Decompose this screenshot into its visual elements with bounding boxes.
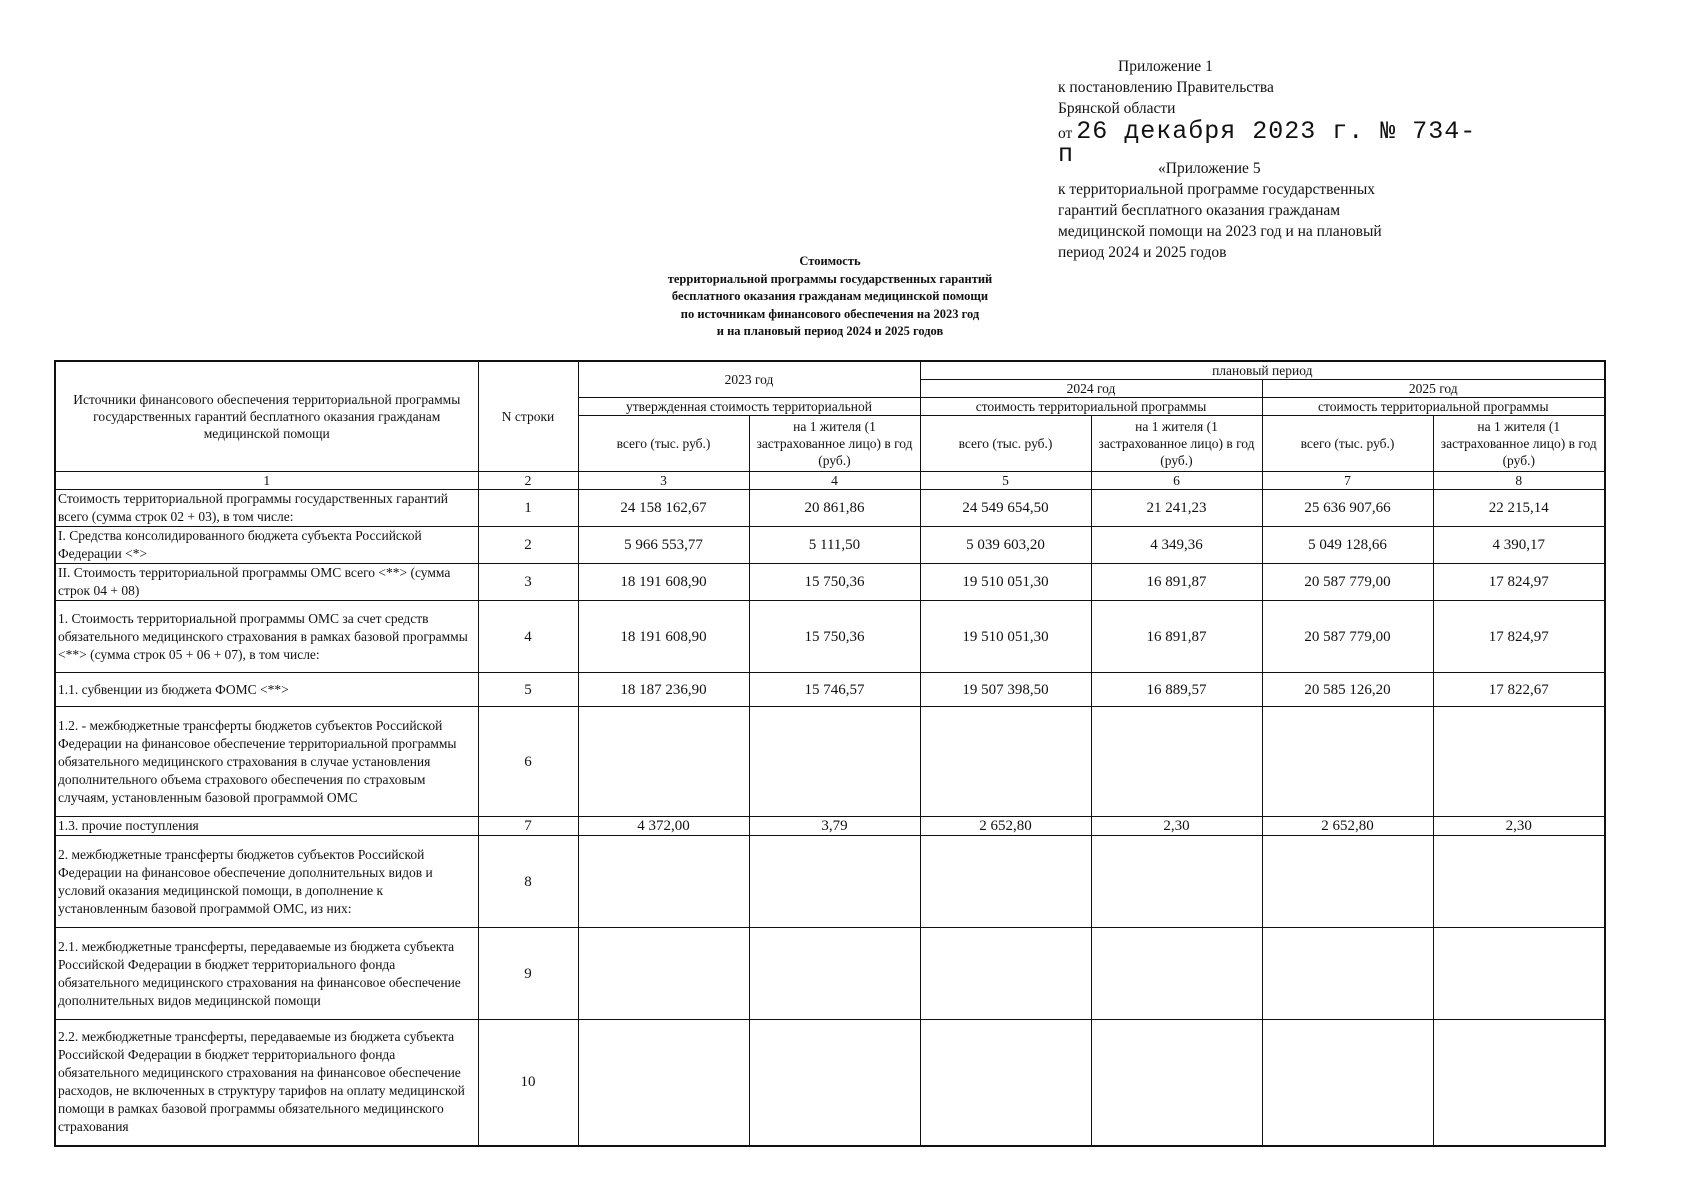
value-cell: 2,30 — [1433, 817, 1605, 836]
header-approved-cost: утвержденная стоимость территориальной — [578, 398, 920, 416]
value-cell: 21 241,23 — [1091, 490, 1262, 527]
value-cell: 19 510 051,30 — [920, 564, 1091, 601]
row-label: 2.1. межбюджетные трансферты, передаваемые из бюджета субъекта Российской Федерации в бюджет территориального фонда обязательного медицинского страхования на финансовое обеспечение дополнительных видов медицинской помощи — [55, 928, 478, 1020]
appendix5-line2: к территориальной программе государственных — [1058, 181, 1375, 198]
value-cell — [578, 707, 749, 817]
value-cell — [749, 1020, 920, 1146]
value-cell: 15 746,57 — [749, 673, 920, 707]
value-cell — [1091, 707, 1262, 817]
col-number: 6 — [1091, 472, 1262, 490]
value-cell: 18 191 608,90 — [578, 601, 749, 673]
appendix5-line4: медицинской помощи на 2023 год и на плановый — [1058, 223, 1382, 240]
header-row-no: N строки — [478, 361, 578, 472]
value-cell — [1262, 707, 1433, 817]
appendix5-line3: гарантий бесплатного оказания гражданам — [1058, 202, 1341, 219]
value-cell — [749, 707, 920, 817]
value-cell: 18 187 236,90 — [578, 673, 749, 707]
row-label: 1.1. субвенции из бюджета ФОМС <**> — [55, 673, 478, 707]
appendix-line2: к постановлению Правительства — [1058, 79, 1274, 96]
value-cell: 20 587 779,00 — [1262, 564, 1433, 601]
value-cell: 17 824,97 — [1433, 564, 1605, 601]
value-cell — [1262, 836, 1433, 928]
value-cell — [1091, 1020, 1262, 1146]
row-number: 9 — [478, 928, 578, 1020]
row-number: 8 — [478, 836, 578, 928]
row-label: Стоимость территориальной программы государственных гарантий всего (сумма строк 02 + 03), в том числе: — [55, 490, 478, 527]
value-cell — [920, 928, 1091, 1020]
value-cell: 4 372,00 — [578, 817, 749, 836]
appendix-header — [1058, 56, 1478, 167]
value-cell — [1091, 928, 1262, 1020]
value-cell: 3,79 — [749, 817, 920, 836]
value-cell: 16 891,87 — [1091, 564, 1262, 601]
header-2025: 2025 год — [1262, 380, 1605, 398]
col-number: 1 — [55, 472, 478, 490]
value-cell: 24 158 162,67 — [578, 490, 749, 527]
title-line1: Стоимость — [799, 254, 861, 268]
appendix5-line1: «Приложение 5 — [1158, 160, 1261, 177]
row-number: 2 — [478, 527, 578, 564]
header-program-cost-2024: стоимость территориальной программы — [920, 398, 1262, 416]
value-cell — [578, 928, 749, 1020]
value-cell: 4 349,36 — [1091, 527, 1262, 564]
table-row — [55, 601, 1605, 673]
value-cell: 5 049 128,66 — [1262, 527, 1433, 564]
document-title — [600, 253, 1060, 341]
table-row — [55, 707, 1605, 817]
date-handwritten: 26 декабря 2023 г. № 734-п — [1058, 117, 1477, 169]
title-line2: территориальной программы государственных гарантий — [667, 271, 993, 286]
value-cell: 2 652,80 — [1262, 817, 1433, 836]
row-number: 7 — [478, 817, 578, 836]
header-total-2024: всего (тыс. руб.) — [920, 416, 1091, 472]
header-planned: плановый период — [920, 361, 1605, 380]
value-cell — [1262, 1020, 1433, 1146]
value-cell: 17 824,97 — [1433, 601, 1605, 673]
row-label: 1.3. прочие поступления — [55, 817, 478, 836]
header-per-resident-2024: на 1 жителя (1 застрахованное лицо) в год (руб.) — [1091, 416, 1262, 472]
cost-table — [54, 360, 1606, 1147]
value-cell — [749, 928, 920, 1020]
value-cell: 15 750,36 — [749, 601, 920, 673]
value-cell — [1433, 836, 1605, 928]
header-program-cost-2025: стоимость территориальной программы — [1262, 398, 1605, 416]
row-number: 5 — [478, 673, 578, 707]
header-total-2023: всего (тыс. руб.) — [578, 416, 749, 472]
value-cell — [1091, 836, 1262, 928]
table-row — [55, 564, 1605, 601]
value-cell: 17 822,67 — [1433, 673, 1605, 707]
value-cell: 18 191 608,90 — [578, 564, 749, 601]
value-cell: 20 587 779,00 — [1262, 601, 1433, 673]
col-number: 2 — [478, 472, 578, 490]
row-label: 2.2. межбюджетные трансферты, передаваемые из бюджета субъекта Российской Федерации в бюджет территориального фонда обязательного медицинского страхования на финансовое обеспечение расходов, не включенных в структуру тарифов на оплату медицинской помощи в рамках базовой программы обязательного медицинского страхования — [55, 1020, 478, 1146]
row-label: 2. межбюджетные трансферты бюджетов субъектов Российской Федерации на финансовое обеспечение дополнительных видов и условий оказания медицинской помощи, в дополнение к установленным базовой программой ОМС, из них: — [55, 836, 478, 928]
value-cell: 4 390,17 — [1433, 527, 1605, 564]
title-line5: и на плановый период 2024 и 2025 годов — [716, 324, 944, 338]
row-number: 10 — [478, 1020, 578, 1146]
value-cell — [1262, 928, 1433, 1020]
value-cell: 25 636 907,66 — [1262, 490, 1433, 527]
appendix-line3: Брянской области — [1058, 100, 1176, 117]
date-prefix: от — [1058, 125, 1073, 142]
value-cell: 15 750,36 — [749, 564, 920, 601]
row-number: 4 — [478, 601, 578, 673]
value-cell: 16 891,87 — [1091, 601, 1262, 673]
table-row — [55, 490, 1605, 527]
title-line4: по источникам финансового обеспечения на 2023 год — [680, 306, 980, 321]
value-cell: 16 889,57 — [1091, 673, 1262, 707]
value-cell: 22 215,14 — [1433, 490, 1605, 527]
value-cell: 2,30 — [1091, 817, 1262, 836]
table-row — [55, 836, 1605, 928]
col-number: 4 — [749, 472, 920, 490]
value-cell — [920, 707, 1091, 817]
table-row — [55, 673, 1605, 707]
value-cell: 2 652,80 — [920, 817, 1091, 836]
col-number: 8 — [1433, 472, 1605, 490]
value-cell — [1433, 928, 1605, 1020]
row-number: 3 — [478, 564, 578, 601]
column-number-row — [55, 472, 1605, 490]
value-cell: 5 039 603,20 — [920, 527, 1091, 564]
appendix5-header — [1058, 158, 1458, 263]
title-line3: бесплатного оказания гражданам медицинской помощи — [671, 289, 989, 303]
header-per-resident-2025: на 1 жителя (1 застрахованное лицо) в год (руб.) — [1433, 416, 1605, 472]
table-row — [55, 527, 1605, 564]
value-cell — [578, 1020, 749, 1146]
value-cell: 5 111,50 — [749, 527, 920, 564]
header-sources: Источники финансового обеспечения территориальной программы государственных гарантий бесплатного оказания гражданам медицинской помощи — [55, 361, 478, 472]
row-label: I. Средства консолидированного бюджета субъекта Российской Федерации <*> — [55, 527, 478, 564]
value-cell: 20 861,86 — [749, 490, 920, 527]
value-cell — [749, 836, 920, 928]
header-total-2025: всего (тыс. руб.) — [1262, 416, 1433, 472]
row-label: II. Стоимость территориальной программы ОМС всего <**> (сумма строк 04 + 08) — [55, 564, 478, 601]
value-cell: 19 507 398,50 — [920, 673, 1091, 707]
appendix5-line5: период 2024 и 2025 годов — [1058, 244, 1227, 261]
value-cell: 19 510 051,30 — [920, 601, 1091, 673]
appendix-line1: Приложение 1 — [1118, 58, 1213, 75]
value-cell — [1433, 1020, 1605, 1146]
value-cell — [578, 836, 749, 928]
header-2023: 2023 год — [578, 361, 920, 398]
table-row — [55, 1020, 1605, 1146]
value-cell — [920, 1020, 1091, 1146]
row-label: 1. Стоимость территориальной программы ОМС за счет средств обязательного медицинского страхования в рамках базовой программы <**> (сумма строк 05 + 06 + 07), в том числе: — [55, 601, 478, 673]
value-cell — [1433, 707, 1605, 817]
value-cell — [920, 836, 1091, 928]
value-cell: 5 966 553,77 — [578, 527, 749, 564]
col-number: 5 — [920, 472, 1091, 490]
value-cell: 24 549 654,50 — [920, 490, 1091, 527]
table-row — [55, 817, 1605, 836]
col-number: 3 — [578, 472, 749, 490]
header-2024: 2024 год — [920, 380, 1262, 398]
header-per-resident-2023: на 1 жителя (1 застрахованное лицо) в год (руб.) — [749, 416, 920, 472]
table-row — [55, 928, 1605, 1020]
value-cell: 20 585 126,20 — [1262, 673, 1433, 707]
col-number: 7 — [1262, 472, 1433, 490]
row-label: 1.2. - межбюджетные трансферты бюджетов субъектов Российской Федерации на финансовое обеспечение территориальной программы обязательного медицинского страхования в случае установления дополнительного объема страхового обеспечения по страховым случаям, установленным базовой программой ОМС — [55, 707, 478, 817]
row-number: 6 — [478, 707, 578, 817]
row-number: 1 — [478, 490, 578, 527]
